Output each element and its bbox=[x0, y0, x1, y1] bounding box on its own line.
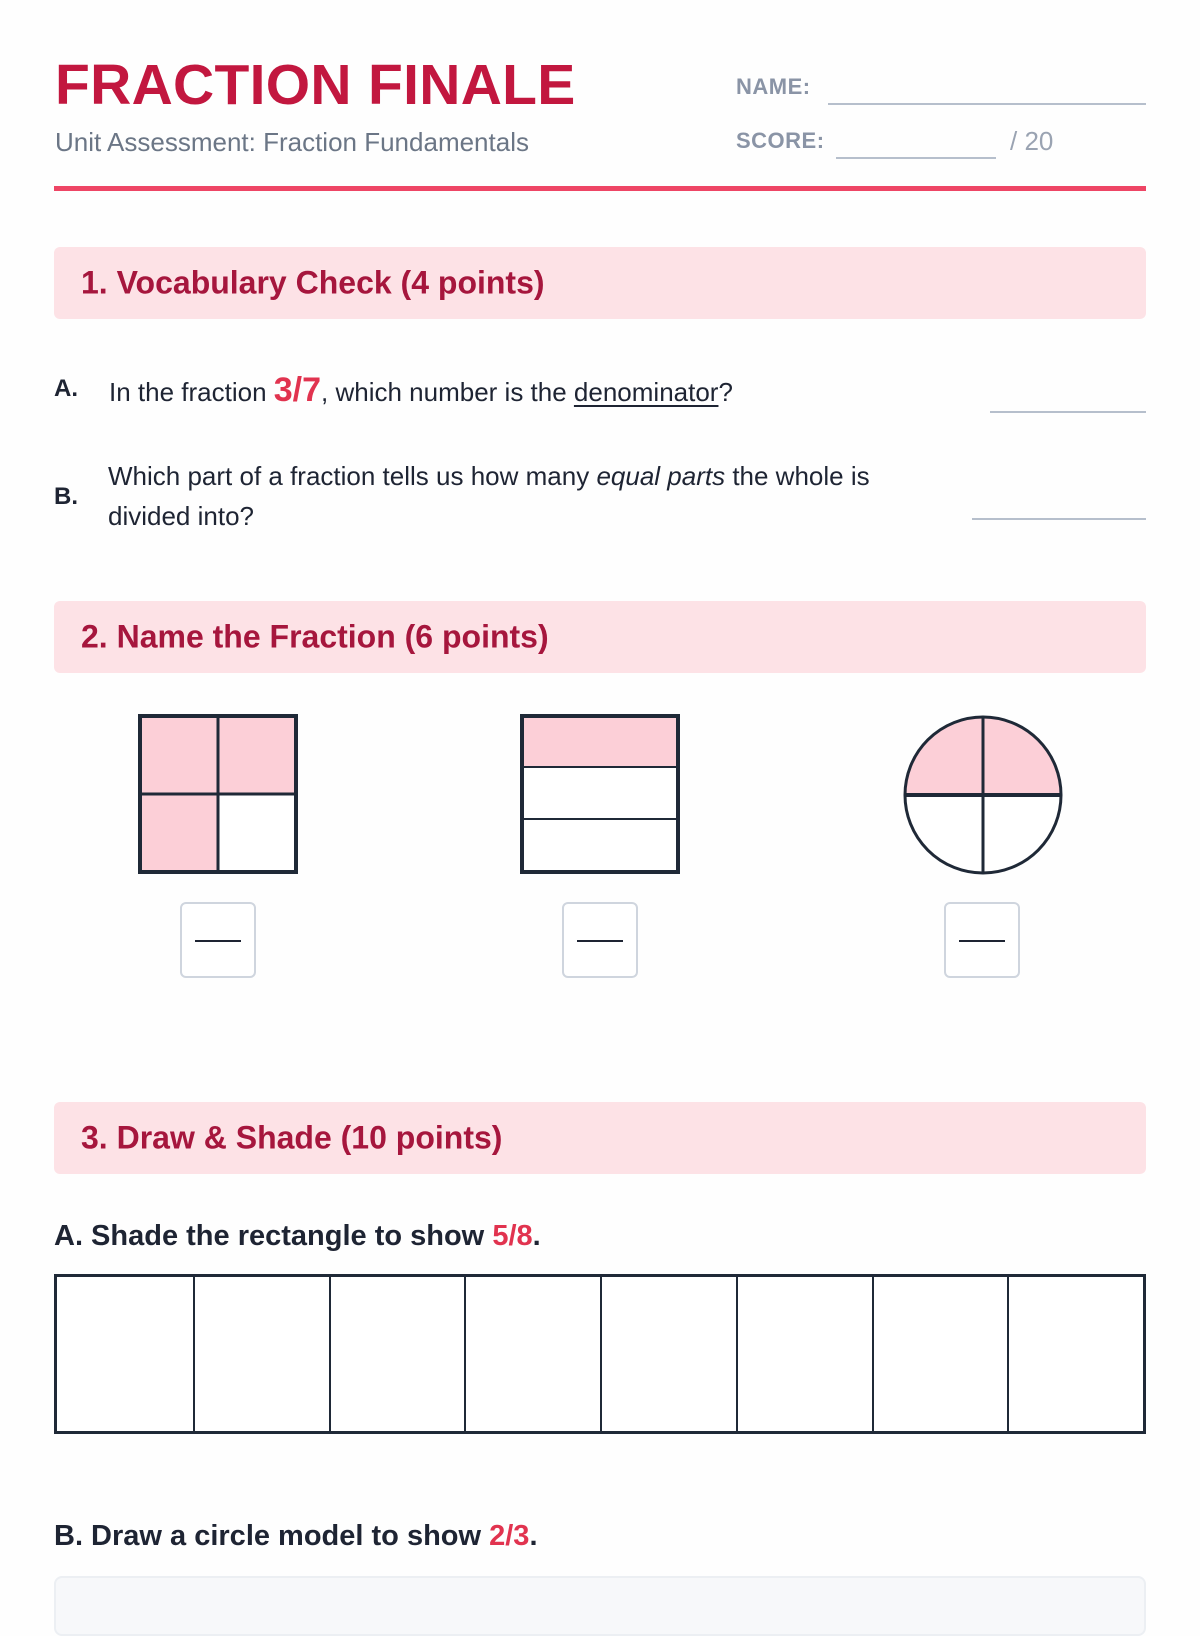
model-rectangle-part bbox=[522, 819, 678, 872]
fraction-bar bbox=[959, 940, 1005, 942]
circle-drawing-area[interactable] bbox=[54, 1576, 1146, 1636]
term-denominator: denominator bbox=[573, 377, 719, 407]
answer-box-model-1[interactable] bbox=[180, 902, 256, 978]
shade-cell-divider bbox=[464, 1277, 466, 1431]
fraction-model-rectangle bbox=[520, 714, 682, 876]
question-1b-text: Which part of a fraction tells us how many equal parts the whole is divided into? bbox=[108, 461, 870, 531]
model-square-part bbox=[218, 794, 296, 872]
question-1a-letter: A. bbox=[54, 375, 78, 402]
section-2-banner bbox=[54, 601, 1146, 673]
model-square-part bbox=[140, 794, 218, 872]
section-3-title: 3. Draw & Shade (10 points) bbox=[81, 1119, 503, 1156]
section-2-title: 2. Name the Fraction (6 points) bbox=[81, 618, 549, 655]
model-square-part bbox=[140, 716, 218, 794]
question-1b-letter: B. bbox=[54, 483, 78, 510]
fraction-model-circle bbox=[902, 714, 1064, 876]
section-3-banner bbox=[54, 1102, 1146, 1174]
section-1-banner bbox=[54, 247, 1146, 319]
question-3b: B. Draw a circle model to show 2/3. bbox=[54, 1520, 538, 1552]
fraction-bar bbox=[195, 940, 241, 942]
model-rectangle-part bbox=[522, 716, 678, 767]
name-label: NAME: bbox=[736, 74, 811, 99]
shade-rectangle[interactable] bbox=[54, 1274, 1146, 1434]
score-total: / 20 bbox=[1010, 126, 1054, 156]
answer-box-model-3[interactable] bbox=[944, 902, 1020, 978]
answer-line-1b[interactable] bbox=[972, 518, 1146, 520]
question-1a-text: In the fraction 3/7, which number is the denominator? bbox=[109, 371, 733, 409]
name-field[interactable] bbox=[828, 103, 1146, 105]
answer-line-1a[interactable] bbox=[990, 411, 1146, 413]
answer-box-model-2[interactable] bbox=[562, 902, 638, 978]
worksheet-title: FRACTION FINALE bbox=[55, 53, 576, 117]
score-label: SCORE: bbox=[736, 128, 825, 153]
shade-cell-divider bbox=[329, 1277, 331, 1431]
fraction-3-7: 3/7 bbox=[273, 371, 322, 409]
shade-cell-divider bbox=[193, 1277, 195, 1431]
model-rectangle-part bbox=[522, 767, 678, 819]
header-divider bbox=[54, 186, 1146, 191]
worksheet-subtitle: Unit Assessment: Fraction Fundamentals bbox=[55, 127, 529, 157]
term-equal-parts: equal parts bbox=[596, 461, 726, 491]
model-square-part bbox=[218, 716, 296, 794]
question-3a: A. Shade the rectangle to show 5/8. bbox=[54, 1220, 541, 1252]
fraction-2-3: 2/3 bbox=[489, 1520, 530, 1552]
score-field[interactable] bbox=[836, 157, 996, 159]
shade-cell-divider bbox=[600, 1277, 602, 1431]
shade-cell-divider bbox=[1007, 1277, 1009, 1431]
fraction-bar bbox=[577, 940, 623, 942]
fraction-5-8: 5/8 bbox=[492, 1220, 533, 1252]
section-1-title: 1. Vocabulary Check (4 points) bbox=[81, 264, 545, 301]
fraction-model-square bbox=[138, 714, 300, 876]
shade-cell-divider bbox=[736, 1277, 738, 1431]
shade-cell-divider bbox=[872, 1277, 874, 1431]
